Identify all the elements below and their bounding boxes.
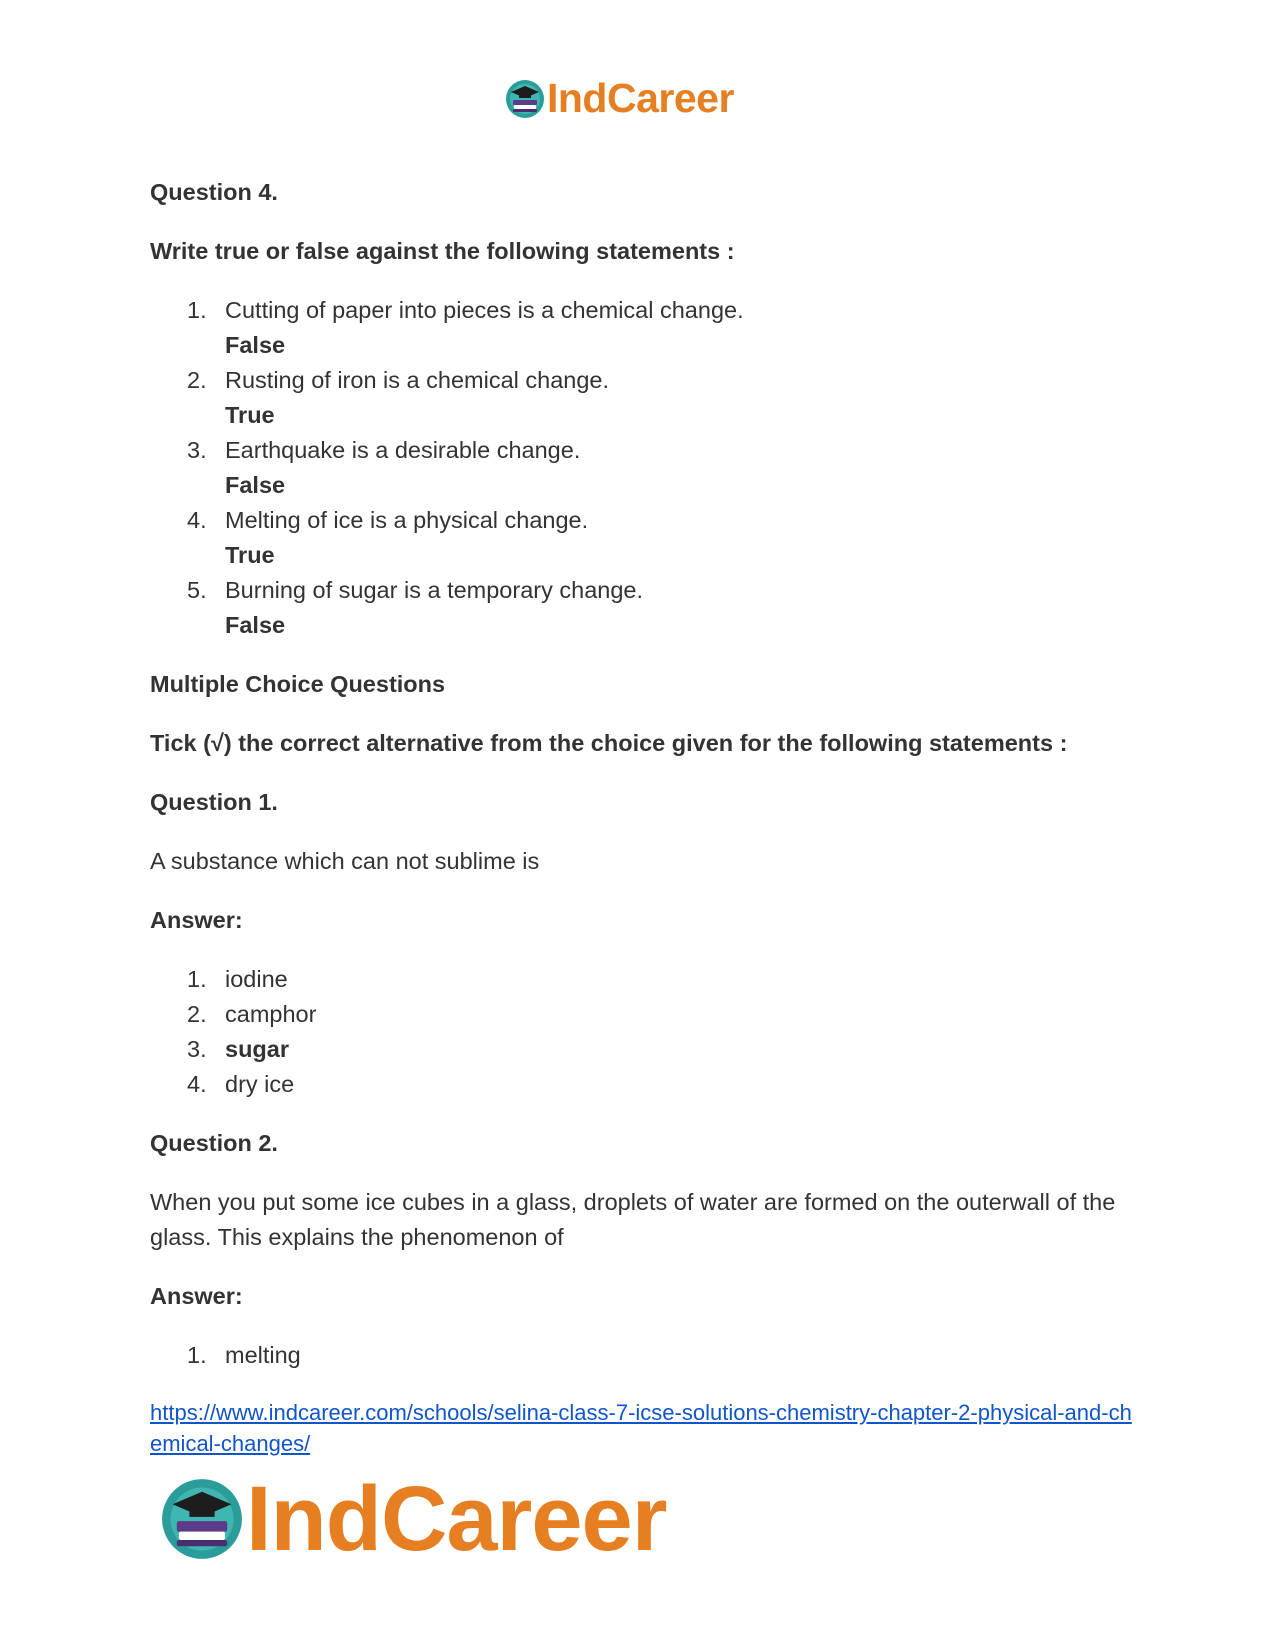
list-item (150, 293, 1135, 363)
option-text: iodine (225, 966, 288, 992)
statement-text: Cutting of paper into pieces is a chemical change. (225, 297, 744, 323)
list-item (150, 1032, 1135, 1067)
list-item (150, 1067, 1135, 1102)
item-number: 2. (187, 1001, 207, 1027)
header-logo (505, 75, 734, 121)
mcq-question-1-title: Question 1. (150, 789, 278, 815)
mcq-question-1-answer-label: Answer: (150, 907, 243, 933)
mcq-question-2-options (150, 1338, 1135, 1373)
list-item (150, 1338, 1135, 1373)
statement-answer: False (225, 332, 286, 358)
item-number: 3. (187, 437, 207, 463)
correct-option-text: sugar (225, 1036, 289, 1062)
list-item (150, 573, 1135, 643)
statement-text: Earthquake is a desirable change. (225, 437, 581, 463)
brand-name: IndCareer (547, 75, 734, 121)
item-number: 4. (187, 507, 207, 533)
option-text: camphor (225, 1001, 317, 1027)
item-number: 5. (187, 577, 207, 603)
statement-answer: True (225, 542, 275, 568)
graduation-book-icon (505, 79, 545, 119)
mcq-question-1-options (150, 962, 1135, 1102)
mcq-instruction: Tick (√) the correct alternative from the choice given for the following statements : (150, 730, 1068, 756)
item-number: 1. (187, 297, 207, 323)
mcq-question-2-title: Question 2. (150, 1130, 278, 1156)
main-content (150, 175, 1135, 1459)
question-4-instruction: Write true or false against the following statements : (150, 238, 735, 264)
source-link[interactable]: https://www.indcareer.com/schools/selina-class-7-icse-solutions-chemistry-chapter-2-physical-and-chemical-changes/ (150, 1400, 1132, 1456)
statement-text: Melting of ice is a physical change. (225, 507, 589, 533)
item-number: 4. (187, 1071, 207, 1097)
item-number: 3. (187, 1036, 207, 1062)
item-number: 1. (187, 1342, 207, 1368)
list-item (150, 503, 1135, 573)
statement-text: Rusting of iron is a chemical change. (225, 367, 610, 393)
statement-text: Burning of sugar is a temporary change. (225, 577, 644, 603)
mcq-question-1-text: A substance which can not sublime is (150, 848, 540, 874)
list-item (150, 997, 1135, 1032)
statement-answer: False (225, 612, 286, 638)
list-item (150, 433, 1135, 503)
mcq-question-2-text: When you put some ice cubes in a glass, droplets of water are formed on the outerwall of the glass. This explains the phenomenon of (150, 1189, 1116, 1250)
option-text: melting (225, 1342, 301, 1368)
mcq-heading: Multiple Choice Questions (150, 671, 446, 697)
option-text: dry ice (225, 1071, 295, 1097)
mcq-question-2-answer-label: Answer: (150, 1283, 243, 1309)
statement-answer: False (225, 472, 286, 498)
list-item (150, 363, 1135, 433)
item-number: 2. (187, 367, 207, 393)
question-4-title: Question 4. (150, 179, 278, 205)
graduation-book-icon (160, 1477, 244, 1561)
footer-logo (160, 1468, 667, 1570)
list-item (150, 962, 1135, 997)
statement-answer: True (225, 402, 275, 428)
true-false-list (150, 293, 1135, 643)
item-number: 1. (187, 966, 207, 992)
brand-name: IndCareer (246, 1468, 667, 1570)
